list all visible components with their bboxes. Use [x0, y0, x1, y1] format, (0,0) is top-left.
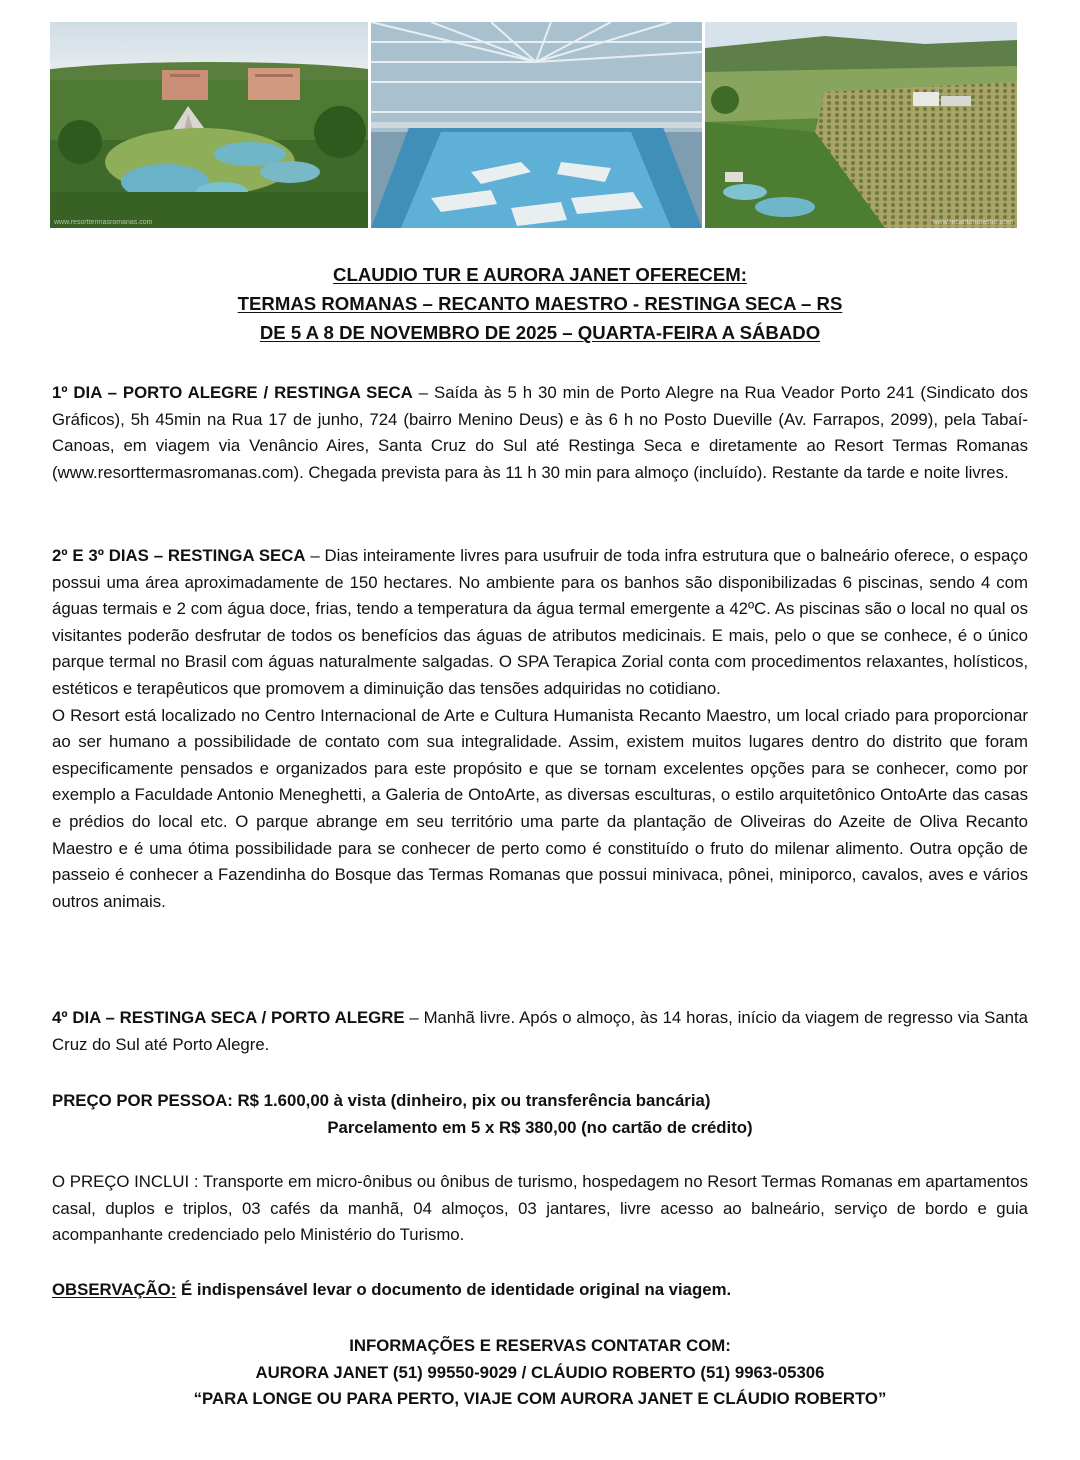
day-2-3-text: – Dias inteiramente livres para usufruir de toda infra estrutura que o balneário oferece, o espaço possui uma área aproximadamente de 150 hectares. No ambiente para os banhos são disponibilizadas 6 piscinas, sendo 4 com águas termais e 2 com água doce, frias, tendo a temperatura da água termal emergente a 42ºC. As piscinas são o local no qual os visitantes poderão desfrutar de todos os benefícios das águas de atributos medicinais. E mais, pelo o que se conhece, é o único parque termal no Brasil com águas naturalmente salgadas. O SPA Terapica Zorial conta com procedimentos relaxantes, holísticos, estéticos e terapêuticos que promovem a diminuição das tensões adquiridas no cotidiano. — [52, 546, 1029, 698]
slogan: “PARA LONGE OU PARA PERTO, VIAJE COM AURORA JANET E CLÁUDIO ROBERTO” — [193, 1389, 887, 1409]
day-4-section — [52, 1005, 1028, 1058]
contact-phones: AURORA JANET (51) 99550-9029 / CLÁUDIO ROBERTO (51) 9963-05306 — [255, 1362, 825, 1382]
day-1-title: 1º DIA – PORTO ALEGRE / RESTINGA SECA — [52, 383, 413, 402]
day-4-text: – Manhã livre. Após o almoço, às 14 horas, início da viagem de regresso via Santa Cruz do Sul até Porto Alegre. — [52, 1008, 1028, 1054]
olive-grove-aerial-photo — [705, 22, 1017, 228]
header-title — [50, 260, 1030, 347]
header-line-destination: TERMAS ROMANAS – RECANTO MAESTRO - RESTINGA SECA – RS — [237, 293, 843, 314]
resort-description: O Resort está localizado no Centro Internacional de Arte e Cultura Humanista Recanto Maestro, um local criado para proporcionar ao ser humano a possibilidade de contato com sua integralidade. Assim, existem muitos lugares dentro do distrito que foram especificamente pensados e organizados para este propósito e que se tornam excelentes opções para se conhecer, como por exemplo a Faculdade Antonio Meneghetti, a Galeria de OntoArte, as diversas esculturas, o estilo arquitetônico OntoArte das casas e prédios do local etc. O parque abrange em seu território uma parte da plantação de Oliveiras do Azeite de Oliva Recanto Maestro e é uma ótima possibilidade para se conhecer de perto como é constituído o fruto do milenar alimento. Outra opção de passeio é conhecer a Fazendinha do Bosque das Termas Romanas que possui minivaca, pônei, miniporco, cavalos, aves e vários outros animais. — [52, 705, 1028, 911]
day-1-text: – Saída às 5 h 30 min de Porto Alegre na Rua Veador Porto 241 (Sindicato dos Gráficos), 5h 45min na Rua 17 de junho, 724 (bairro Menino Deus) e às 6 h no Posto Dueville (Av. Farrapos, 2099), pela Tabaí-Canoas, em viagem via Venâncio Aires, Santa Cruz do Sul até Restinga Seca e diretamente ao Resort Termas Romanas (www.resorttermasromanas.com). Chegada prevista para às 11 h 30 min para almoço (incluído). Restante da tarde e noite livres. — [52, 383, 1029, 482]
day-2-3-section — [52, 543, 1028, 915]
observation-section — [52, 1277, 1028, 1304]
observation-label: OBSERVAÇÃO: — [52, 1280, 177, 1299]
resort-aerial-photo — [50, 22, 368, 228]
price-line: PREÇO POR PESSOA: R$ 1.600,00 à vista (dinheiro, pix ou transferência bancária) — [52, 1091, 711, 1110]
includes-section — [52, 1169, 1028, 1249]
day-1-section — [52, 380, 1028, 486]
header-line-organizers: CLAUDIO TUR E AURORA JANET OFERECEM: — [333, 264, 747, 285]
indoor-thermal-pool-photo — [371, 22, 702, 228]
includes-text: O PREÇO INCLUI : Transporte em micro-ônibus ou ônibus de turismo, hospedagem no Resort Termas Romanas em apartamentos casal, duplos e triplos, 03 cafés da manhã, 04 almoços, 03 jantares, livre acesso ao balneário, serviço de bordo e guia acompanhante credenciado pelo Ministério do Turismo. — [52, 1172, 1028, 1245]
contact-heading: INFORMAÇÕES E RESERVAS CONTATAR COM: — [349, 1336, 731, 1355]
contact-section — [50, 1333, 1030, 1413]
watermark-text: www.recantomaestro.com — [932, 219, 1013, 226]
price-section — [52, 1088, 1028, 1141]
header-line-dates: DE 5 A 8 DE NOVEMBRO DE 2025 – QUARTA-FEIRA A SÁBADO — [259, 322, 821, 343]
day-4-title: 4º DIA – RESTINGA SECA / PORTO ALEGRE — [52, 1008, 405, 1027]
installment-line: Parcelamento em 5 x R$ 380,00 (no cartão de crédito) — [327, 1117, 753, 1137]
photo-strip — [50, 22, 1017, 228]
day-2-3-title: 2º E 3º DIAS – RESTINGA SECA — [52, 546, 306, 565]
observation-text: É indispensável levar o documento de identidade original na viagem. — [176, 1280, 732, 1299]
watermark-text: www.resorttermasromanas.com — [54, 219, 153, 226]
